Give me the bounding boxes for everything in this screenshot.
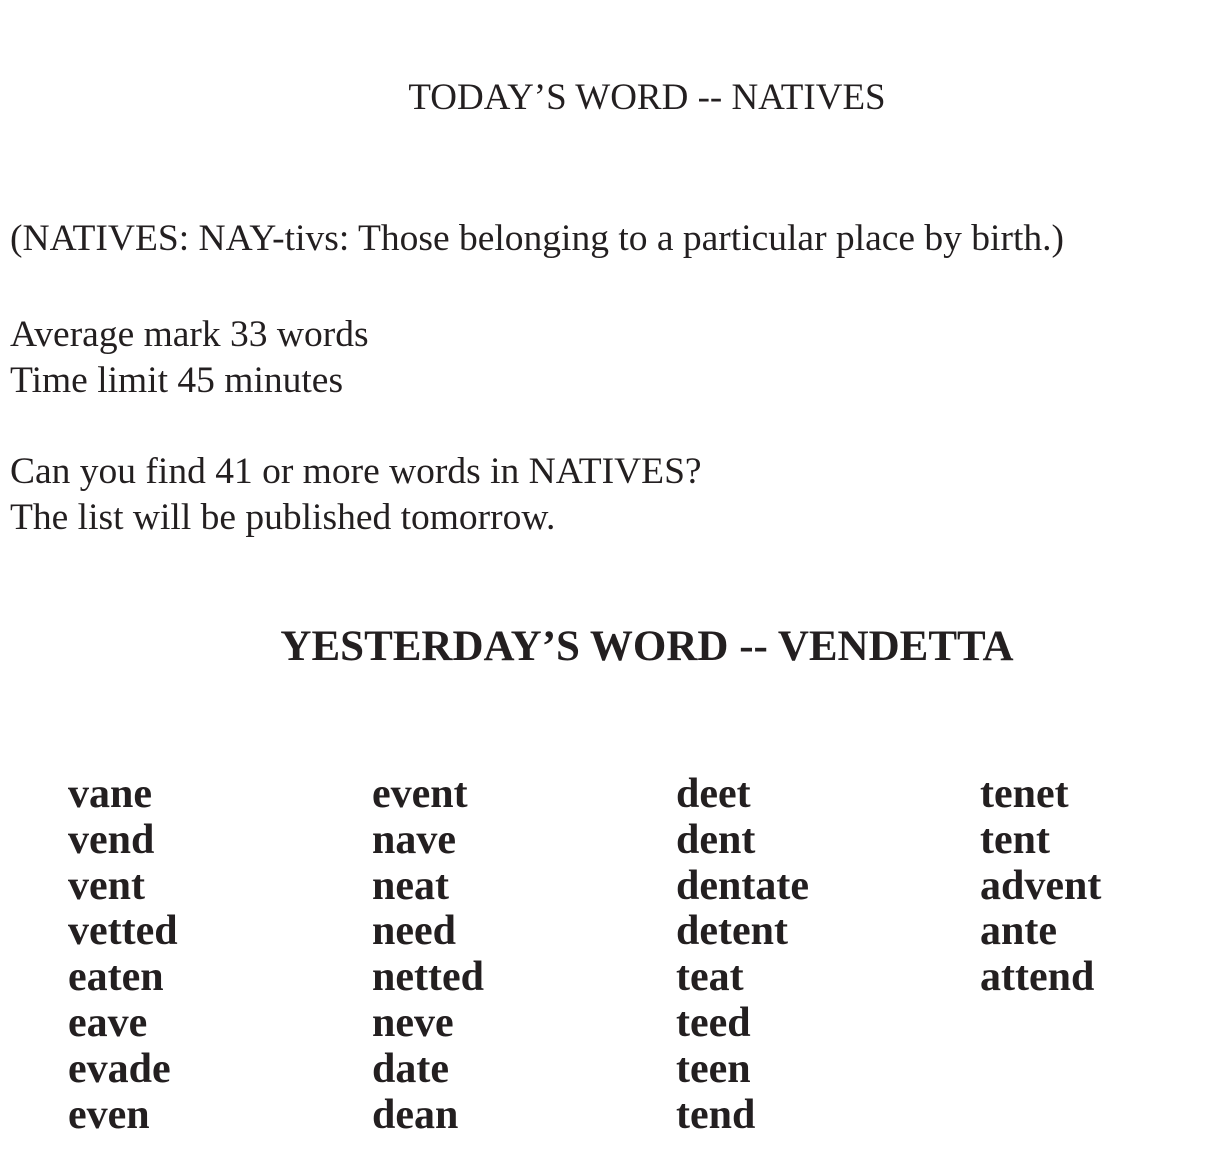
word-list-column-1 xyxy=(68,772,178,1138)
word-list-item: evade xyxy=(68,1045,171,1092)
word-list-item: tend xyxy=(676,1091,756,1138)
word-list-item: date xyxy=(372,1045,449,1092)
word-list-item: teat xyxy=(676,954,744,1001)
word-list-item: netted xyxy=(372,954,484,1001)
word-list-item: teen xyxy=(676,1045,751,1092)
word-list-item: eaten xyxy=(68,954,164,1001)
word-list-item: detent xyxy=(676,908,788,955)
word-list-item: attend xyxy=(980,954,1095,1001)
word-list-column-2 xyxy=(372,772,484,1138)
yesterday-word-title: YESTERDAY’S WORD -- VENDETTA xyxy=(280,623,1014,670)
time-limit: Time limit 45 minutes xyxy=(10,360,344,401)
word-list-item: nave xyxy=(372,816,456,863)
word-list-item: tenet xyxy=(980,771,1069,817)
word-list-item: dent xyxy=(676,816,756,863)
word-list-item: need xyxy=(372,908,456,955)
word-list-column-3 xyxy=(676,772,809,1138)
word-list-item: neat xyxy=(372,862,449,909)
publish-note: The list will be published tomorrow. xyxy=(10,497,556,538)
today-word-title: TODAY’S WORD -- NATIVES xyxy=(408,77,886,118)
word-list-item: even xyxy=(68,1091,150,1138)
word-list-item: neve xyxy=(372,999,454,1046)
word-list-item: dentate xyxy=(676,862,809,909)
word-list-item: vetted xyxy=(68,908,178,955)
word-list-item: eave xyxy=(68,999,148,1046)
word-list-item: vent xyxy=(68,862,145,909)
word-list-column-4 xyxy=(980,772,1101,1001)
word-list-item: tent xyxy=(980,816,1050,863)
word-list-item: vane xyxy=(68,771,152,817)
word-list-item: deet xyxy=(676,771,751,817)
word-list-item: event xyxy=(372,771,468,817)
challenge-question: Can you find 41 or more words in NATIVES? xyxy=(10,451,702,492)
word-list-item: dean xyxy=(372,1091,459,1138)
word-list-item: vend xyxy=(68,816,155,863)
word-list-item: advent xyxy=(980,862,1102,909)
word-list-item: ante xyxy=(980,908,1057,955)
word-definition: (NATIVES: NAY-tivs: Those belonging to a particular place by birth.) xyxy=(10,218,1064,259)
word-list-item: teed xyxy=(676,999,751,1046)
average-mark: Average mark 33 words xyxy=(10,314,369,355)
